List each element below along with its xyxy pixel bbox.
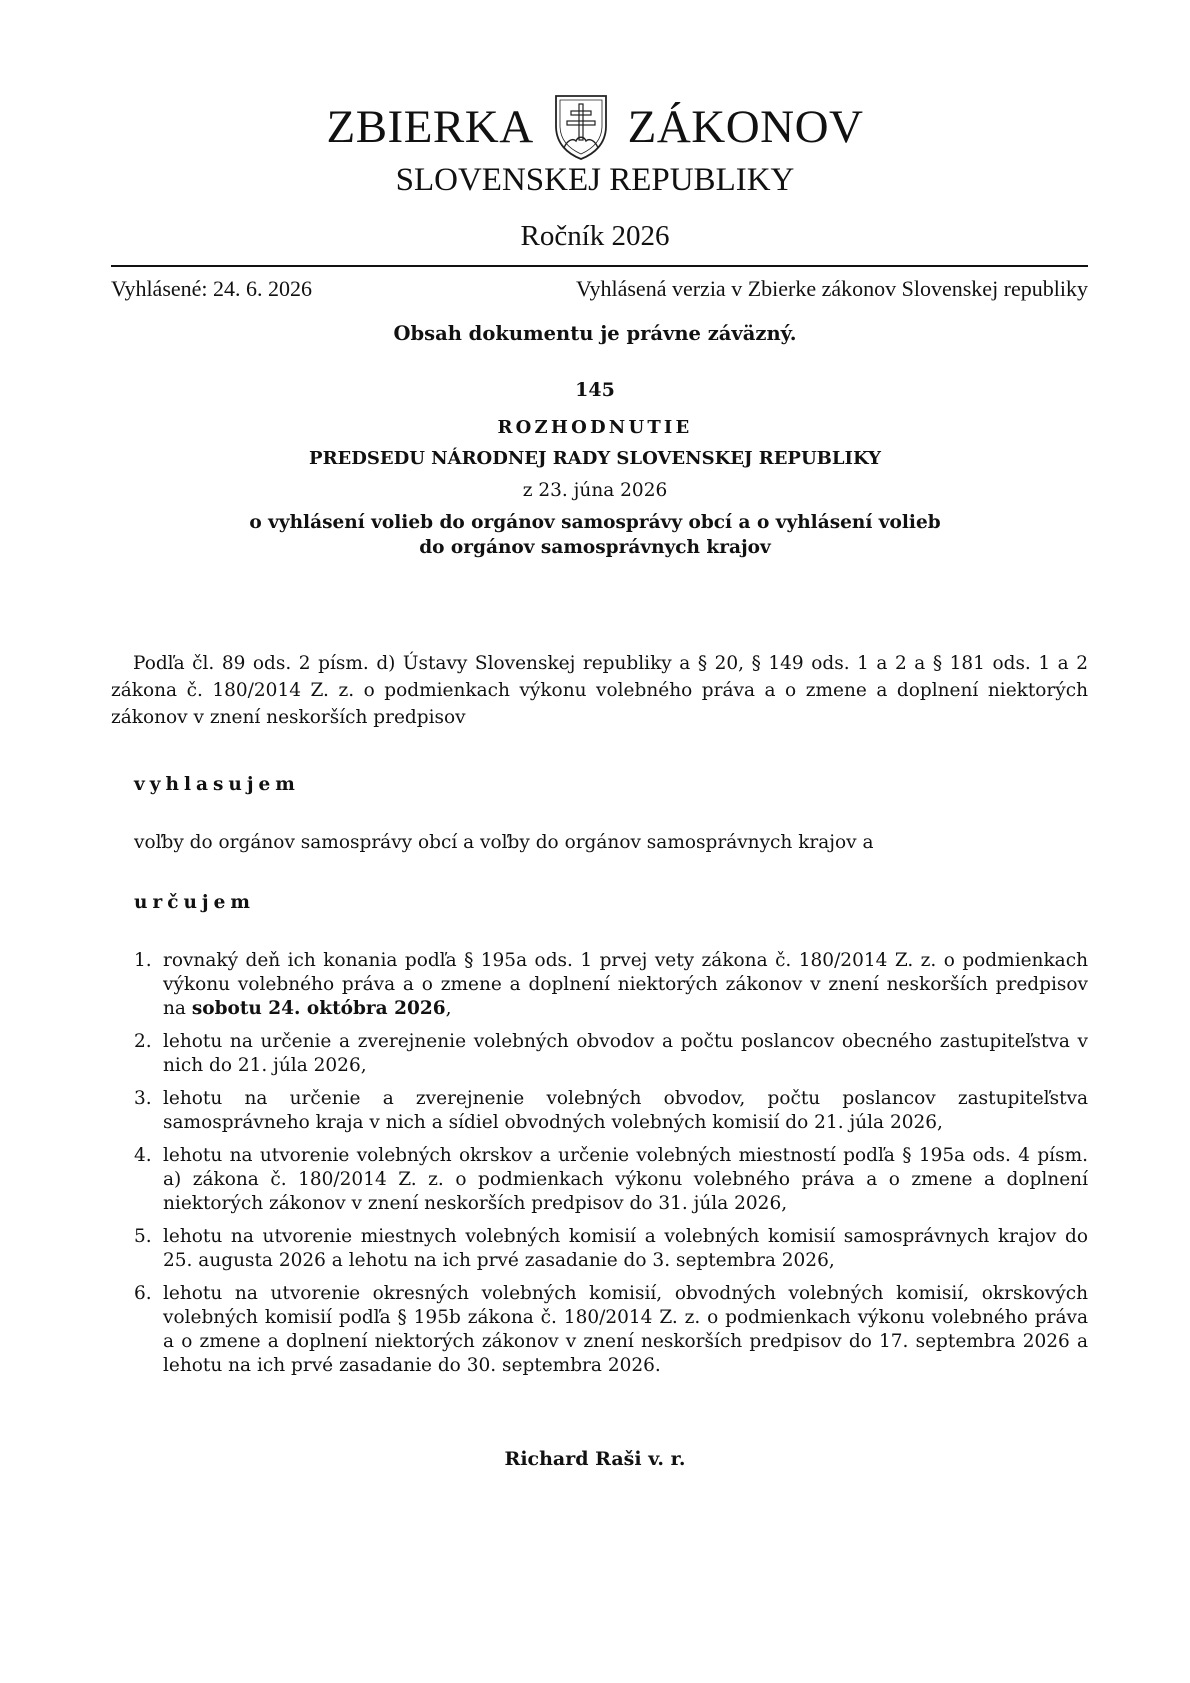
- deadline-list: [134, 949, 1088, 1387]
- masthead: [0, 92, 1190, 162]
- slovak-coat-of-arms-icon: [552, 92, 610, 162]
- document-number: 145: [575, 379, 615, 401]
- masthead-title-right: ZÁKONOV: [627, 100, 864, 153]
- list-item: [134, 949, 1088, 1021]
- subject-line-1: o vyhlásení volieb do orgánov samosprávy obcí a o vyhlásení volieb: [249, 512, 941, 533]
- list-item-text: lehotu na utvorenie okresných volebných komisií, obvodných volebných komisií, okrskových volebných komisií podľa § 195b zákona č. 180/2014 Z. z. o podmienkach výkonu volebného práva a o zmene a doplnení niektorých zákonov v znení neskorších predpisov do 17. septembra 2026 a lehotu na ich prvé zasadanie do 30. septembra 2026.: [163, 1283, 1088, 1376]
- list-item-text: lehotu na určenie a zverejnenie volebných obvodov a počtu poslancov obecného zastupiteľstva v nich do 21. júla 2026,: [163, 1031, 1088, 1076]
- masthead-subtitle: SLOVENSKEJ REPUBLIKY: [395, 162, 795, 198]
- list-item-number: 6.: [134, 1283, 152, 1304]
- list-item: [134, 1282, 1088, 1378]
- version-note: Vyhlásená verzia v Zbierke zákonov Slovenskej republiky: [576, 276, 1088, 301]
- list-item-text: [163, 949, 1088, 1021]
- subject-line-2: do orgánov samosprávnych krajov: [419, 537, 771, 558]
- list-item-number: 5.: [134, 1226, 152, 1247]
- signature: Richard Raši v. r.: [504, 1448, 686, 1470]
- list-item-text-part: rovnaký deň ich konania podľa § 195a ods. 1 prvej vety zákona č. 180/2014 Z. z. o podmienkach výkonu volebného práva a o zmene a doplnení niektorých zákonov v znení neskorších predpisov na: [163, 950, 1088, 1019]
- list-item: [134, 1030, 1088, 1078]
- list-item-number: 4.: [134, 1145, 152, 1166]
- list-item-text: lehotu na utvorenie volebných okrskov a určenie volebných miestností podľa § 195a ods. 4 písm. a) zákona č. 180/2014 Z. z. o podmienkach výkonu volebného práva a o zmene a doplnení niektorých zákonov v znení neskorších predpisov do 31. júla 2026,: [163, 1145, 1088, 1214]
- elections-statement: voľby do orgánov samosprávy obcí a voľby do orgánov samosprávnych krajov a: [134, 832, 874, 853]
- list-item: [134, 1087, 1088, 1135]
- list-item-number: 2.: [134, 1031, 152, 1052]
- masthead-title-left: ZBIERKA: [326, 100, 534, 153]
- list-item: [134, 1144, 1088, 1216]
- document-subject: [0, 510, 1190, 560]
- preamble-paragraph: Podľa čl. 89 ods. 2 písm. d) Ústavy Slovenskej republiky a § 20, § 149 ods. 1 a 2 a § 181 ods. 1 a 2 zákona č. 180/2014 Z. z. o podmienkach výkonu volebného práva a o zmene a doplnení niektorých zákonov v znení neskorších predpisov: [111, 653, 1088, 728]
- publication-date: Vyhlásené: 24. 6. 2026: [111, 276, 313, 301]
- determination-heading: určujem: [134, 892, 255, 913]
- election-date-emphasis: sobotu 24. októbra 2026: [191, 998, 446, 1019]
- list-item-text: lehotu na určenie a zverejnenie volebných obvodov, počtu poslancov zastupiteľstva samosprávneho kraja v nich a sídiel obvodných volebných komisií do 21. júla 2026,: [163, 1088, 1088, 1133]
- document-type: ROZHODNUTIE: [497, 417, 693, 438]
- document-date: z 23. júna 2026: [522, 480, 668, 501]
- list-item: [134, 1225, 1088, 1273]
- list-item-number: 3.: [134, 1088, 152, 1109]
- header-divider: [111, 265, 1088, 267]
- document-issuer: PREDSEDU NÁRODNEJ RADY SLOVENSKEJ REPUBLIKY: [309, 448, 881, 469]
- list-item-text: lehotu na utvorenie miestnych volebných komisií a volebných komisií samosprávnych krajov do 25. augusta 2026 a lehotu na ich prvé zasadanie do 3. septembra 2026,: [163, 1226, 1088, 1271]
- declaration-heading: vyhlasujem: [134, 774, 300, 795]
- binding-note: Obsah dokumentu je právne záväzný.: [393, 322, 797, 345]
- list-item-number: 1.: [134, 950, 152, 971]
- list-item-text-part: ,: [445, 998, 452, 1019]
- volume-label: Ročník 2026: [520, 220, 670, 252]
